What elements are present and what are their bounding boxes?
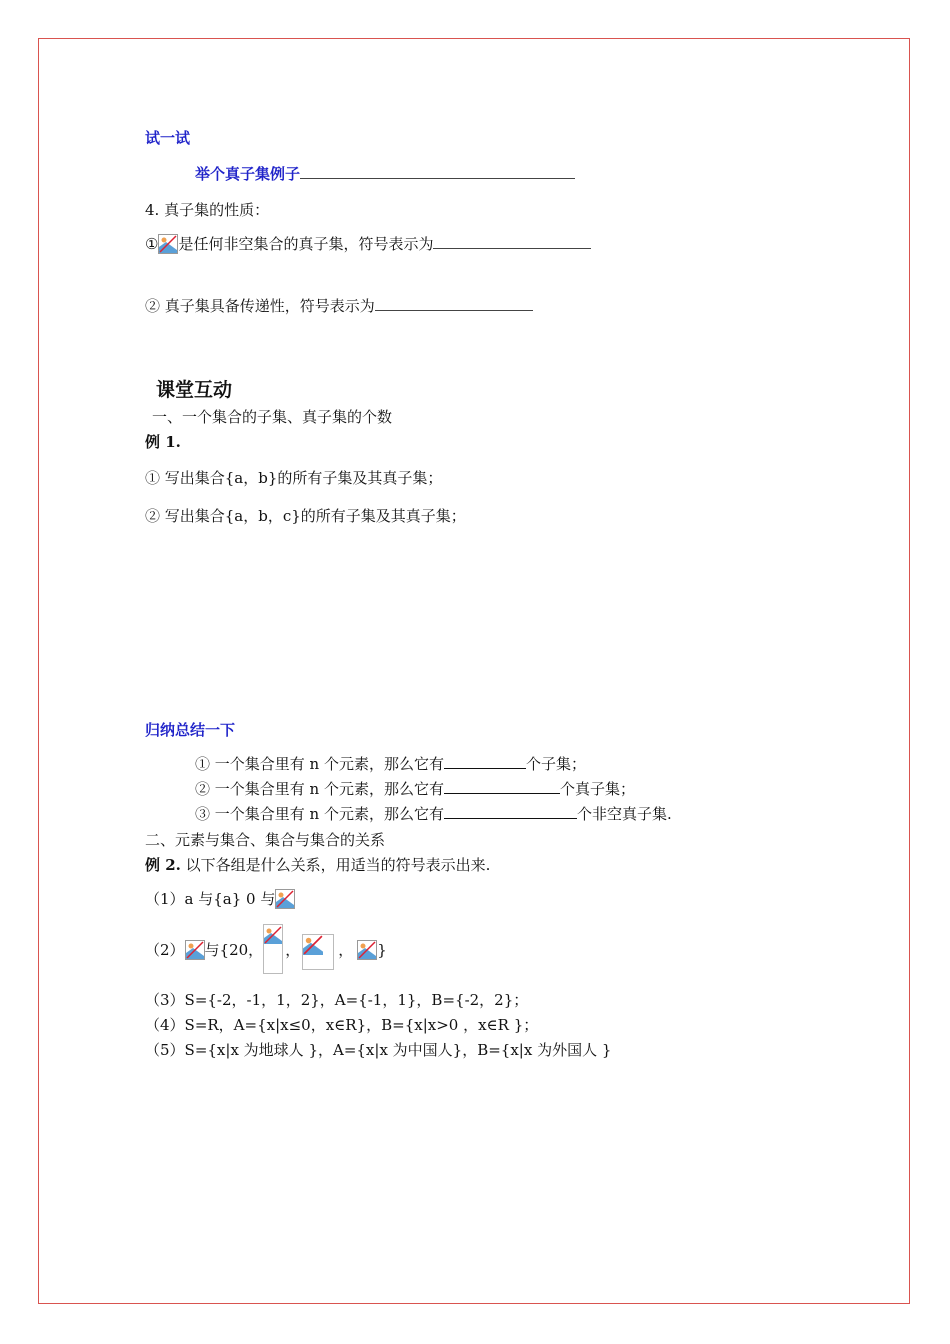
proper-subset-example-prompt bbox=[195, 164, 575, 184]
answer-blank[interactable] bbox=[433, 234, 591, 249]
example-1-label: 例 1. bbox=[145, 433, 181, 451]
closing-brace: } bbox=[377, 941, 387, 959]
question-4: （4）S=R，A={x|x≤0，x∈R}，B={x|x>0 ，x∈R }； bbox=[145, 1016, 539, 1034]
broken-image-icon bbox=[357, 940, 377, 960]
section-1-title: 一、一个集合的子集、真子集的个数 bbox=[152, 408, 393, 426]
summary-text: ② 一个集合里有 n 个元素，那么它有 bbox=[195, 780, 444, 798]
item-text: 是任何非空集合的真子集，符号表示为 bbox=[178, 235, 434, 253]
broken-image-icon bbox=[158, 234, 178, 254]
try-heading: 试一试 bbox=[145, 129, 191, 147]
summary-text: 个真子集； bbox=[559, 780, 635, 798]
summary-text: 个非空真子集. bbox=[576, 805, 672, 823]
answer-blank[interactable] bbox=[444, 754, 526, 769]
summary-text: ① 一个集合里有 n 个元素，那么它有 bbox=[195, 755, 444, 773]
summary-heading: 归纳总结一下 bbox=[145, 721, 236, 739]
page-border bbox=[38, 38, 910, 1304]
comma: ， bbox=[338, 941, 354, 959]
broken-image-icon bbox=[263, 924, 283, 974]
answer-blank[interactable] bbox=[300, 164, 575, 179]
comma: ， bbox=[285, 941, 301, 959]
question-text: 与{20， bbox=[204, 941, 264, 959]
summary-text: 个子集； bbox=[525, 755, 586, 773]
broken-image-icon bbox=[275, 889, 295, 909]
question-5: （5）S={x|x 为地球人 }，A={x|x 为中国人}，B={x|x 为外国人 } bbox=[145, 1041, 612, 1059]
question-text: （2） bbox=[145, 941, 185, 959]
answer-blank[interactable] bbox=[444, 804, 577, 819]
question-2 bbox=[145, 924, 387, 974]
question-3: （3）S={-2，-1，1，2}，A={-1，1}，B={-2，2}； bbox=[145, 991, 529, 1009]
broken-image-icon bbox=[302, 934, 334, 970]
section-2-title: 二、元素与集合、集合与集合的关系 bbox=[145, 831, 386, 849]
property-item-1 bbox=[145, 234, 591, 254]
item-text: ② 真子集具备传递性，符号表示为 bbox=[145, 297, 375, 315]
question-text: （1）a 与{a} 0 与 bbox=[145, 890, 276, 908]
summary-text: ③ 一个集合里有 n 个元素，那么它有 bbox=[195, 805, 444, 823]
summary-line-3 bbox=[195, 804, 672, 824]
example-2-label: 例 2. bbox=[145, 856, 181, 874]
answer-blank[interactable] bbox=[375, 296, 533, 311]
question-1 bbox=[145, 889, 295, 909]
broken-image-icon bbox=[185, 940, 205, 960]
classroom-heading: 课堂互动 bbox=[156, 379, 233, 401]
example-1-question-2: ② 写出集合{a，b，c}的所有子集及其真子集； bbox=[145, 507, 466, 525]
example-2-text: 以下各组是什么关系，用适当的符号表示出来. bbox=[180, 856, 491, 874]
example-1-question-1: ① 写出集合{a，b}的所有子集及其真子集； bbox=[145, 469, 443, 487]
example-2 bbox=[145, 855, 490, 875]
summary-line-2 bbox=[195, 779, 635, 799]
answer-blank[interactable] bbox=[444, 779, 560, 794]
example-prompt-text: 举个真子集例子 bbox=[195, 165, 301, 183]
property-item-2 bbox=[145, 296, 533, 316]
item-number: ① bbox=[145, 235, 159, 253]
summary-line-1 bbox=[195, 754, 586, 774]
properties-title: 4. 真子集的性质： bbox=[145, 201, 270, 219]
